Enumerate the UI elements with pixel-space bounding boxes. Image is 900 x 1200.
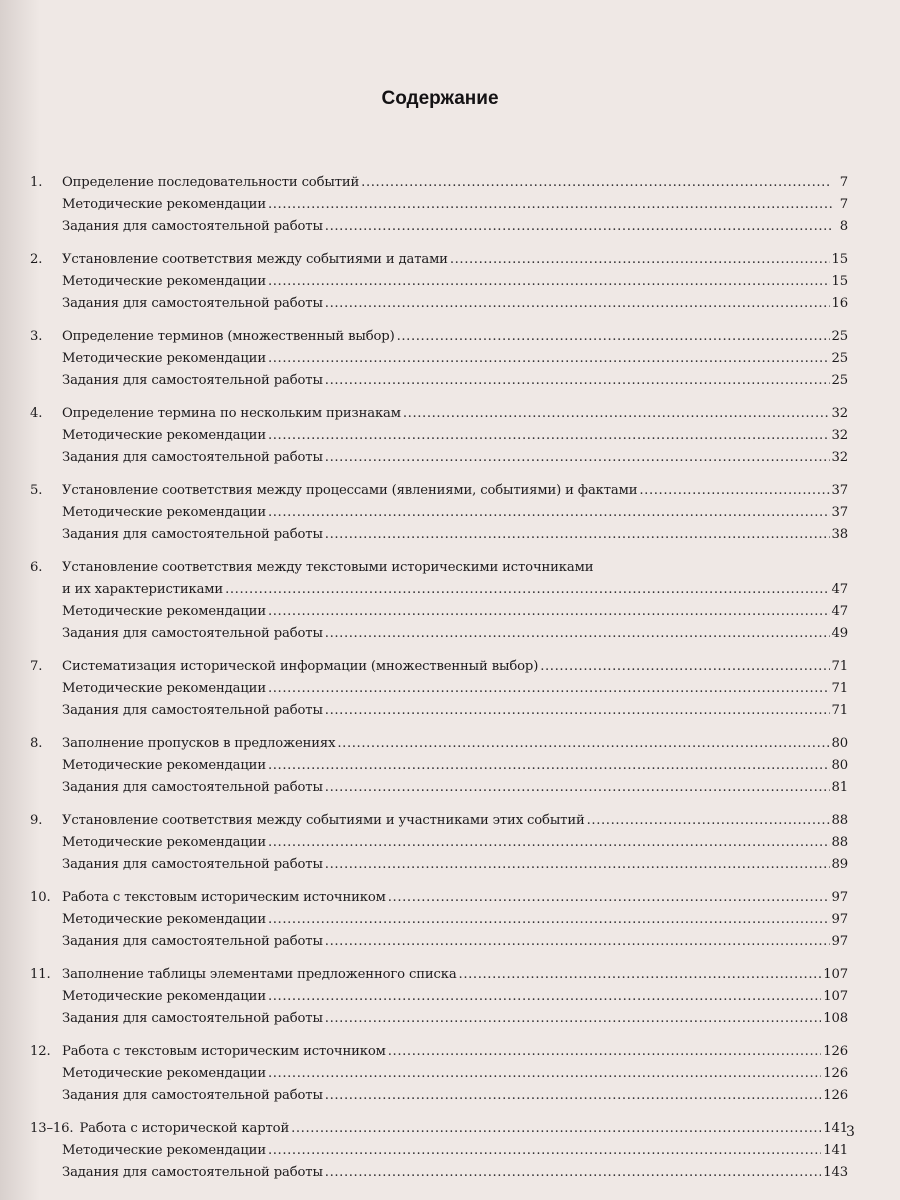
entry-title: Задания для самостоятельной работы xyxy=(62,1088,323,1103)
section-number: 8. xyxy=(30,736,43,751)
toc-subentry[interactable] xyxy=(30,623,848,645)
toc-section xyxy=(30,1118,848,1184)
dot-leader xyxy=(459,964,822,986)
toc-section-heading-continuation[interactable] xyxy=(30,579,848,601)
dot-leader xyxy=(325,524,830,546)
entry-page-number: 47 xyxy=(831,582,848,597)
toc-section xyxy=(30,557,848,645)
section-number: 10. xyxy=(30,890,51,905)
entry-title: Задания для самостоятельной работы xyxy=(62,1165,323,1180)
entry-title: Работа с текстовым историческим источником xyxy=(62,1044,386,1059)
entry-title: Методические рекомендации xyxy=(62,835,266,850)
toc-subentry[interactable] xyxy=(30,854,848,876)
entry-title: Задания для самостоятельной работы xyxy=(62,626,323,641)
toc-subentry[interactable] xyxy=(30,425,848,447)
section-number: 4. xyxy=(30,406,43,421)
entry-title: Задания для самостоятельной работы xyxy=(62,450,323,465)
dot-leader xyxy=(361,172,832,194)
dot-leader xyxy=(325,370,830,392)
toc-section xyxy=(30,480,848,546)
entry-title: Установление соответствия между событиями и датами xyxy=(62,252,448,267)
section-number: 5. xyxy=(30,483,43,498)
section-number: 12. xyxy=(30,1044,51,1059)
entry-page-number: 126 xyxy=(823,1066,848,1081)
entry-title: Установление соответствия между событиями и участниками этих событий xyxy=(62,813,585,828)
toc-section xyxy=(30,326,848,392)
entry-title: Методические рекомендации xyxy=(62,604,266,619)
toc-subentry[interactable] xyxy=(30,1063,848,1085)
section-number: 7. xyxy=(30,659,43,674)
entry-title: Методические рекомендации xyxy=(62,1066,266,1081)
toc-subentry[interactable] xyxy=(30,271,848,293)
page-number: 3 xyxy=(846,1124,855,1140)
dot-leader xyxy=(388,887,830,909)
entry-page-number: 32 xyxy=(831,428,848,443)
entry-title: Методические рекомендации xyxy=(62,681,266,696)
toc-section-heading[interactable] xyxy=(30,810,848,832)
dot-leader xyxy=(225,579,829,601)
entry-page-number: 107 xyxy=(823,967,848,982)
dot-leader xyxy=(268,832,830,854)
section-number: 13–16. xyxy=(30,1121,74,1136)
dot-leader xyxy=(540,656,829,678)
toc-section xyxy=(30,1041,848,1107)
toc-section-heading[interactable] xyxy=(30,887,848,909)
entry-page-number: 32 xyxy=(831,450,848,465)
entry-title: Задания для самостоятельной работы xyxy=(62,934,323,949)
toc-subentry[interactable] xyxy=(30,1085,848,1107)
entry-page-number: 141 xyxy=(823,1143,848,1158)
entry-title: Работа с текстовым историческим источником xyxy=(62,890,386,905)
toc-subentry[interactable] xyxy=(30,700,848,722)
entry-page-number: 97 xyxy=(831,912,848,927)
entry-title: Задания для самостоятельной работы xyxy=(62,296,323,311)
section-number: 11. xyxy=(30,967,51,982)
toc-subentry[interactable] xyxy=(30,601,848,623)
entry-page-number: 97 xyxy=(831,934,848,949)
entry-page-number: 107 xyxy=(823,989,848,1004)
entry-page-number: 25 xyxy=(831,329,848,344)
entry-page-number: 25 xyxy=(831,351,848,366)
entry-title: Задания для самостоятельной работы xyxy=(62,527,323,542)
toc-section-heading[interactable] xyxy=(30,249,848,271)
toc-subentry[interactable] xyxy=(30,777,848,799)
entry-title: Задания для самостоятельной работы xyxy=(62,1011,323,1026)
entry-page-number: 71 xyxy=(831,703,848,718)
dot-leader xyxy=(325,293,830,315)
toc-subentry[interactable] xyxy=(30,986,848,1008)
dot-leader xyxy=(268,601,830,623)
dot-leader xyxy=(639,480,829,502)
entry-page-number: 108 xyxy=(823,1011,848,1026)
entry-page-number: 81 xyxy=(831,780,848,795)
entry-title: Определение терминов (множественный выбор) xyxy=(62,329,395,344)
section-number: 9. xyxy=(30,813,43,828)
toc-section xyxy=(30,964,848,1030)
toc-subentry[interactable] xyxy=(30,1140,848,1162)
entry-page-number: 38 xyxy=(831,527,848,542)
entry-page-number: 143 xyxy=(823,1165,848,1180)
entry-page-number: 97 xyxy=(831,890,848,905)
toc-subentry[interactable] xyxy=(30,678,848,700)
dot-leader xyxy=(325,1008,821,1030)
entry-title: Задания для самостоятельной работы xyxy=(62,703,323,718)
dot-leader xyxy=(268,986,821,1008)
dot-leader xyxy=(450,249,830,271)
dot-leader xyxy=(291,1118,821,1140)
toc-subentry[interactable] xyxy=(30,216,848,238)
entry-page-number: 16 xyxy=(831,296,848,311)
toc-section xyxy=(30,887,848,953)
section-number: 6. xyxy=(30,560,43,575)
toc-section xyxy=(30,656,848,722)
entry-page-number: 126 xyxy=(823,1044,848,1059)
entry-title: Методические рекомендации xyxy=(62,912,266,927)
entry-page-number: 15 xyxy=(831,274,848,289)
toc-section-heading[interactable] xyxy=(30,964,848,986)
toc-subentry[interactable] xyxy=(30,909,848,931)
toc-subentry[interactable] xyxy=(30,194,848,216)
toc-section-heading[interactable] xyxy=(30,172,848,194)
page-title: Содержание xyxy=(381,88,499,109)
entry-page-number: 88 xyxy=(831,813,848,828)
entry-title: Задания для самостоятельной работы xyxy=(62,780,323,795)
toc-section xyxy=(30,810,848,876)
toc-section xyxy=(30,403,848,469)
toc-section-heading[interactable] xyxy=(30,1118,848,1140)
entry-page-number: 25 xyxy=(831,373,848,388)
entry-page-number: 71 xyxy=(831,659,848,674)
toc-subentry[interactable] xyxy=(30,755,848,777)
toc-section-heading[interactable] xyxy=(30,1041,848,1063)
entry-page-number: 7 xyxy=(839,197,848,212)
entry-page-number: 15 xyxy=(831,252,848,267)
dot-leader xyxy=(325,931,830,953)
entry-title: Методические рекомендации xyxy=(62,505,266,520)
toc-section-heading[interactable] xyxy=(30,733,848,755)
dot-leader xyxy=(325,1085,821,1107)
dot-leader xyxy=(268,909,830,931)
section-number: 3. xyxy=(30,329,43,344)
entry-title: Работа с исторической картой xyxy=(79,1121,290,1136)
entry-page-number: 126 xyxy=(823,1088,848,1103)
entry-title: Методические рекомендации xyxy=(62,758,266,773)
dot-leader xyxy=(325,854,830,876)
toc-section-heading[interactable] xyxy=(30,326,848,348)
entry-title: Заполнение пропусков в предложениях xyxy=(62,736,336,751)
toc-section-heading[interactable] xyxy=(30,557,848,579)
toc-section-heading[interactable] xyxy=(30,656,848,678)
entry-title: и их характеристиками xyxy=(62,582,224,597)
entry-page-number: 88 xyxy=(831,835,848,850)
toc-subentry[interactable] xyxy=(30,524,848,546)
dot-leader xyxy=(325,447,830,469)
entry-page-number: 49 xyxy=(831,626,848,641)
entry-title: Установление соответствия между процессами (явлениями, событиями) и фактами xyxy=(62,483,638,498)
toc-subentry[interactable] xyxy=(30,293,848,315)
entry-page-number: 80 xyxy=(831,758,848,773)
dot-leader xyxy=(268,1063,821,1085)
dot-leader xyxy=(325,216,832,238)
entry-title: Задания для самостоятельной работы xyxy=(62,857,323,872)
entry-title: Установление соответствия между текстовыми историческими источниками xyxy=(62,560,594,575)
table-of-contents xyxy=(30,172,848,1195)
entry-page-number: 8 xyxy=(839,219,848,234)
toc-subentry[interactable] xyxy=(30,832,848,854)
dot-leader xyxy=(388,1041,822,1063)
toc-subentry[interactable] xyxy=(30,1162,848,1184)
dot-leader xyxy=(268,678,830,700)
dot-leader xyxy=(268,1140,821,1162)
entry-title: Методические рекомендации xyxy=(62,197,266,212)
toc-subentry[interactable] xyxy=(30,502,848,524)
entry-title: Систематизация исторической информации (множественный выбор) xyxy=(62,659,539,674)
entry-page-number: 37 xyxy=(831,483,848,498)
toc-subentry[interactable] xyxy=(30,447,848,469)
dot-leader xyxy=(268,502,830,524)
dot-leader xyxy=(268,271,830,293)
entry-page-number: 141 xyxy=(823,1121,848,1136)
entry-page-number: 37 xyxy=(831,505,848,520)
toc-subentry[interactable] xyxy=(30,931,848,953)
toc-section xyxy=(30,733,848,799)
toc-section-heading[interactable] xyxy=(30,480,848,502)
toc-subentry[interactable] xyxy=(30,370,848,392)
entry-title: Задания для самостоятельной работы xyxy=(62,219,323,234)
section-number: 1. xyxy=(30,175,43,190)
toc-section xyxy=(30,172,848,238)
entry-title: Заполнение таблицы элементами предложенного списка xyxy=(62,967,457,982)
entry-title: Методические рекомендации xyxy=(62,989,266,1004)
entry-title: Определение термина по нескольким признакам xyxy=(62,406,401,421)
section-number: 2. xyxy=(30,252,43,267)
entry-page-number: 71 xyxy=(831,681,848,696)
entry-page-number: 32 xyxy=(831,406,848,421)
dot-leader xyxy=(403,403,830,425)
dot-leader xyxy=(268,348,830,370)
dot-leader xyxy=(268,755,830,777)
dot-leader xyxy=(397,326,830,348)
dot-leader xyxy=(337,733,829,755)
dot-leader xyxy=(268,425,830,447)
entry-page-number: 7 xyxy=(839,175,848,190)
entry-title: Задания для самостоятельной работы xyxy=(62,373,323,388)
dot-leader xyxy=(325,623,830,645)
dot-leader xyxy=(268,194,832,216)
toc-subentry[interactable] xyxy=(30,348,848,370)
toc-section xyxy=(30,249,848,315)
toc-subentry[interactable] xyxy=(30,1008,848,1030)
entry-page-number: 80 xyxy=(831,736,848,751)
entry-title: Определение последовательности событий xyxy=(62,175,360,190)
entry-page-number: 89 xyxy=(831,857,848,872)
entry-page-number: 47 xyxy=(831,604,848,619)
entry-title: Методические рекомендации xyxy=(62,351,266,366)
entry-title: Методические рекомендации xyxy=(62,274,266,289)
toc-section-heading[interactable] xyxy=(30,403,848,425)
entry-title: Методические рекомендации xyxy=(62,428,266,443)
dot-leader xyxy=(587,810,830,832)
dot-leader xyxy=(325,700,830,722)
dot-leader xyxy=(325,777,830,799)
dot-leader xyxy=(325,1162,821,1184)
entry-title: Методические рекомендации xyxy=(62,1143,266,1158)
